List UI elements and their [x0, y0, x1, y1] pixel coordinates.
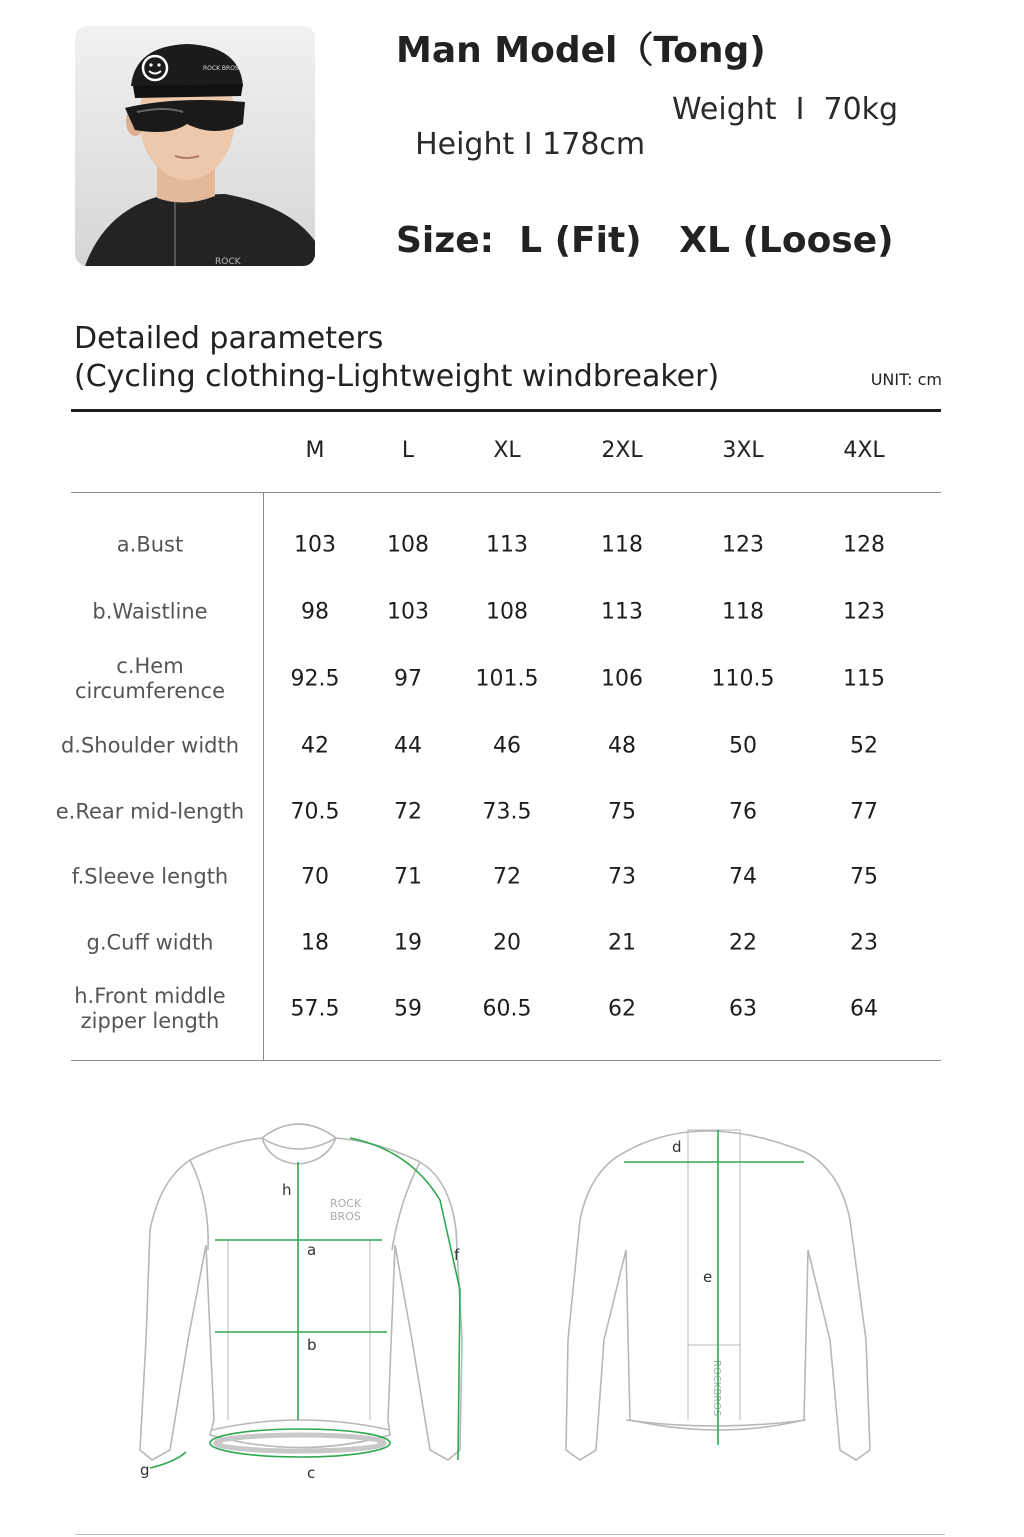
row-label-line: c.Hem [116, 654, 184, 678]
table-cell: 71 [394, 864, 422, 890]
table-cell: 101.5 [475, 666, 539, 692]
table-cell: 23 [850, 930, 878, 956]
table-cell: 92.5 [290, 666, 340, 692]
size-header-3xl: 3XL [722, 438, 764, 463]
model-portrait-image [75, 26, 315, 266]
front-logo-line1: ROCK [330, 1197, 362, 1210]
table-cell: 70.5 [290, 799, 340, 825]
label-g: g [140, 1461, 150, 1479]
table-cell: 74 [729, 864, 757, 890]
table-cell: 21 [608, 930, 636, 956]
table-cell: 128 [843, 532, 885, 558]
row-label-line: a.Bust [116, 532, 184, 557]
model-title: Man Model（Tong) [396, 30, 766, 71]
model-height: Height I 178cm [415, 127, 646, 162]
row-label [40, 533, 260, 558]
table-cell: 113 [486, 532, 528, 558]
size-header-m: M [305, 438, 325, 463]
table-bottom-rule [71, 1060, 941, 1061]
size-header-l: L [401, 438, 415, 463]
table-cell: 106 [601, 666, 643, 692]
table-cell: 50 [729, 733, 757, 759]
table-cell: 118 [601, 532, 643, 558]
row-label [40, 984, 260, 1034]
table-cell: 20 [493, 930, 521, 956]
table-cell: 57.5 [290, 996, 340, 1022]
row-label [40, 800, 260, 825]
size-header-4xl: 4XL [843, 438, 885, 463]
parameters-title [74, 320, 719, 396]
table-cell: 60.5 [482, 996, 532, 1022]
table-cell: 73.5 [482, 799, 532, 825]
row-label-line: g.Cuff width [86, 930, 214, 955]
garment-diagram [0, 1090, 1024, 1490]
table-cell: 42 [301, 733, 329, 759]
label-d: d [672, 1138, 682, 1156]
size-header-xl: XL [493, 438, 521, 463]
row-label [40, 600, 260, 625]
table-cell: 72 [493, 864, 521, 890]
table-cell: 63 [729, 996, 757, 1022]
measurement-diagram [0, 1090, 1024, 1490]
table-cell: 62 [608, 996, 636, 1022]
unit-label: UNIT: cm [870, 370, 942, 389]
table-cell: 72 [394, 799, 422, 825]
table-cell: 108 [486, 599, 528, 625]
table-cell: 110.5 [711, 666, 775, 692]
row-label-line: e.Rear mid-length [55, 799, 245, 824]
row-label [40, 865, 260, 890]
table-cell: 19 [394, 930, 422, 956]
bottom-rule [75, 1534, 945, 1535]
hem-band [216, 1435, 384, 1451]
table-cell: 97 [394, 666, 422, 692]
shirt-logo-text: ROCK [215, 257, 241, 266]
front-jacket-outline [140, 1124, 462, 1460]
table-label-divider [263, 492, 264, 1061]
table-cell: 46 [493, 733, 521, 759]
table-cell: 103 [387, 599, 429, 625]
back-logo: ROCKBROS [711, 1360, 722, 1417]
size-header-2xl: 2XL [601, 438, 643, 463]
table-cell: 44 [394, 733, 422, 759]
row-label-line: zipper length [80, 1009, 220, 1033]
table-top-rule [71, 409, 941, 412]
row-label-line: circumference [74, 679, 226, 703]
row-label-line: h.Front middle [74, 984, 226, 1008]
table-cell: 52 [850, 733, 878, 759]
row-label-line: f.Sleeve length [71, 864, 229, 889]
table-cell: 115 [843, 666, 885, 692]
table-cell: 103 [294, 532, 336, 558]
table-cell: 108 [387, 532, 429, 558]
table-cell: 123 [722, 532, 764, 558]
table-cell: 113 [601, 599, 643, 625]
label-c: c [307, 1464, 316, 1482]
table-cell: 73 [608, 864, 636, 890]
table-cell: 75 [850, 864, 878, 890]
row-label [40, 654, 260, 704]
label-h: h [282, 1181, 292, 1199]
model-stats [396, 92, 899, 197]
front-measure-lines [150, 1138, 460, 1468]
table-cell: 123 [843, 599, 885, 625]
label-e: e [703, 1268, 713, 1286]
model-size: Size: L (Fit) XL (Loose) [396, 220, 894, 261]
row-label [40, 734, 260, 759]
row-label-line: b.Waistline [92, 599, 208, 624]
label-b: b [307, 1336, 317, 1354]
label-a: a [307, 1241, 317, 1259]
table-cell: 118 [722, 599, 764, 625]
table-cell: 75 [608, 799, 636, 825]
label-f: f [454, 1246, 460, 1264]
table-cell: 59 [394, 996, 422, 1022]
parameters-title-line1: Detailed parameters [74, 321, 384, 356]
table-cell: 48 [608, 733, 636, 759]
table-cell: 70 [301, 864, 329, 890]
table-cell: 76 [729, 799, 757, 825]
table-cell: 64 [850, 996, 878, 1022]
table-cell: 18 [301, 930, 329, 956]
front-logo-line2: BROS [330, 1210, 361, 1223]
table-cell: 77 [850, 799, 878, 825]
row-label [40, 931, 260, 956]
model-photo [75, 26, 315, 266]
model-weight: Weight I 70kg [672, 92, 899, 127]
table-cell: 22 [729, 930, 757, 956]
parameters-title-line2: (Cycling clothing-Lightweight windbreaker) [74, 359, 720, 394]
table-cell: 98 [301, 599, 329, 625]
cap-logo-text: ROCK BROS [203, 65, 239, 72]
row-label-line: d.Shoulder width [60, 733, 240, 758]
table-header-rule [71, 492, 941, 493]
